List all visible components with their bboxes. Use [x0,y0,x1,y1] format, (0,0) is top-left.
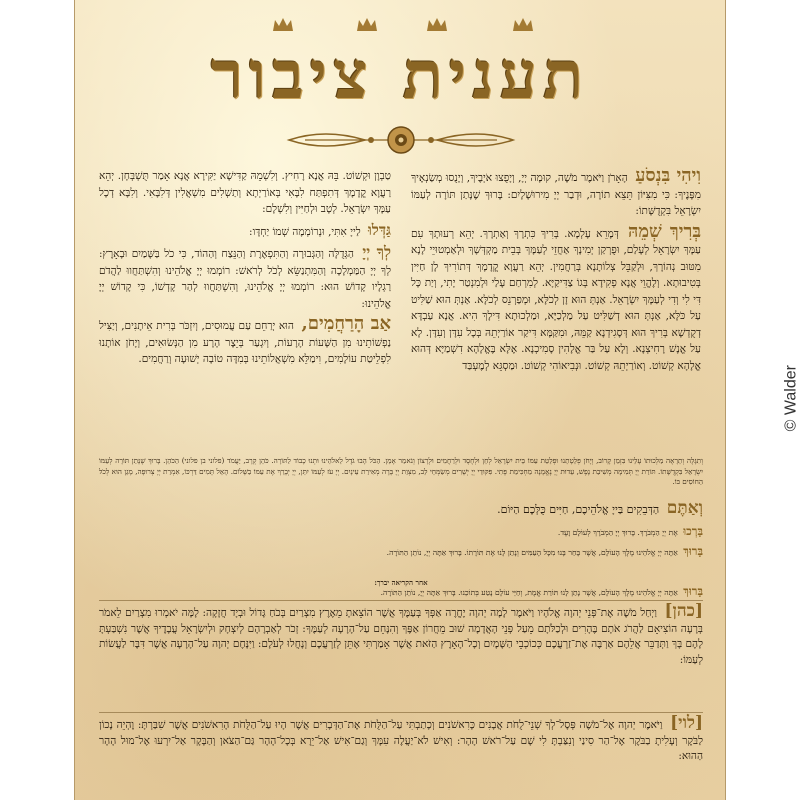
crown-icon [425,16,449,32]
divider [99,600,703,601]
blessing-line [99,586,703,598]
paragraph-brich-shmei [411,220,701,375]
title-area [75,18,725,115]
paragraph-text: הוּא יְרַחֵם עַם עֲמוּסִים, וְיִזְכֹּר בְּרִית אֵיתָנִים, וְיַצִּיל נַפְשׁוֹתֵינוּ מִן הַשָּׁעוֹת הָרָעוֹת, וְיִגְעַר בְּיֵצֶר הָרָע מִן הַנְּשׂוּאִים, וְיָחֹן אוֹתָנוּ לִפְלֵיטַת עוֹלָמִים, וִימַלֵּא מִשְׁאֲלוֹתֵינוּ בְּמִדָּה טוֹבָה יְשׁוּעָה וְרַחֲמִים. [99,320,391,365]
paragraph-lead: גַּדְּלוּ [367,220,391,239]
veatem-line [99,500,703,518]
kohen-reading [99,601,703,668]
right-column [411,165,701,378]
paragraph-lead: וִיהִי בִּנְסֹעַ [635,165,701,186]
paragraph-gadlu [99,222,391,241]
paragraph-text: הַגְּדֻלָּה וְהַגְּבוּרָה וְהַתִּפְאֶרֶת וְהַנֵּצַח וְהַהוֹד, כִּי כֹל בַּשָּׁמַיִם וּבָאָרֶץ: לְךָ יְיָ הַמַּמְלָכָה וְהַמִּתְנַשֵּׂא לְכֹל לְרֹאשׁ: רוֹמְמוּ יְיָ אֱלֹהֵינוּ וְהִשְׁתַּחֲווּ לַהֲדֹם רַגְלָיו קָדוֹשׁ הוּא: רוֹמְמוּ יְיָ אֱלֹהֵינוּ, וְהִשְׁתַּחֲווּ לְהַר קָדְשׁוֹ, כִּי קָדוֹשׁ יְיָ אֱלֹהֵינוּ: [99,248,391,310]
paragraph-lead: אַב הָרַחֲמִים, [301,313,391,334]
crown-icon [511,16,535,32]
copyright-credit: © Walder [782,365,799,432]
divider [99,712,703,713]
page-title: תענית ציבור [210,36,590,114]
left-column [99,168,391,372]
paragraph-continuation [99,168,391,218]
paragraph-text: טַבְוָן וּקְשׁוֹט. בֵּהּ אֲנָא רָחִיץ. וְלִשְׁמֵהּ קַדִּישָׁא יַקִּירָא אֲנָא אֵמַר תֻּשְׁבְּחָן. יְהֵא רַעֲוָא קֳדָמָךְ דְּתִפְתַּח לִבָּאִי בְּאוֹרַיְתָא וְתַשְׁלִים מִשְׁאֲלִין דְּלִבָּאִי. וְלִבָּא דְכָל עַמָּךְ יִשְׂרָאֵל. לְטָב וּלְחַיִּין וְלִשְׁלָם: [99,170,391,215]
blessing-lead: בָּרְכוּ [683,524,703,538]
reading-lead: [כהן] [664,601,703,621]
paragraph-text: הַדְּבֵקִים בַּייָ אֱלֹהֵיכֶם, חַיִּים כֻּלְּכֶם הַיּוֹם. [497,503,660,516]
blessing-text: אַתָּה יְיָ אֱלֹהֵינוּ מֶלֶךְ הָעוֹלָם, אֲשֶׁר בָּחַר בָּנוּ מִכָּל הָעַמִּים וְנָתַן לָנוּ אֶת תּוֹרָתוֹ. בָּרוּךְ אַתָּה יְיָ, נוֹתֵן הַתּוֹרָה. [386,548,678,557]
paragraph-lecha [99,244,391,312]
reading-text: וַיֹּאמֶר יְהוָה אֶל־מֹשֶׁה פְּסָל־לְךָ שְׁנֵי־לֻחֹת אֲבָנִים כָּרִאשֹׁנִים וְכָתַבְתִּי עַל־הַלֻּחֹת אֶת־הַדְּבָרִים אֲשֶׁר הָיוּ עַל־הַלֻּחֹת הָרִאשֹׁנִים אֲשֶׁר שִׁבַּרְתָּ: וֶהְיֵה נָכוֹן לַבֹּקֶר וְעָלִיתָ בַבֹּקֶר אֶל־הַר סִינַי וְנִצַּבְתָּ לִי שָׁם עַל־רֹאשׁ הָהָר: וְאִישׁ לֹא־יַעֲלֶה עִמָּךְ וְגַם־אִישׁ אַל־יֵרָא בְּכָל־הָהָר גַּם־הַצֹּאן וְהַבָּקָר אַל־יִרְעוּ אֶל־מוּל הָהָר הַהוּא: [99,719,703,762]
small-print-note: וְתִגָּלֶה וְתֵרָאֶה מַלְכוּתוֹ עָלֵינוּ בִּזְמַן קָרוֹב, וְיָחֹן פְּלֵטָתֵנוּ וּפְלֵטַת עַמּוֹ בֵּית יִשְׂרָאֵל לְחֵן וּלְחֶסֶד וּלְרַחֲמִים וּלְרָצוֹן וְנֹאמַר אָמֵן. הַכֹּל הָבוּ גֹדֶל לֵאלֹהֵינוּ וּתְנוּ כָבוֹד לַתּוֹרָה. כֹּהֵן קְרָב, יַעֲמֹד (פלוני בן פלוני) הַכֹּהֵן. בָּרוּךְ שֶׁנָּתַן תּוֹרָה לְעַמּוֹ יִשְׂרָאֵל בִּקְדֻשָּׁתוֹ. תּוֹרַת יְיָ תְּמִימָה מְשִׁיבַת נָפֶשׁ, עֵדוּת יְיָ נֶאֱמָנָה מַחְכִּימַת פֶּתִי. פִּקּוּדֵי יְיָ יְשָׁרִים מְשַׂמְּחֵי לֵב, מִצְוַת יְיָ בָּרָה מְאִירַת עֵינָיִם. יְיָ עֹז לְעַמּוֹ יִתֵּן, יְיָ יְבָרֵךְ אֶת עַמּוֹ בַשָּׁלוֹם. הָאֵל תָּמִים דַּרְכּוֹ, אִמְרַת יְיָ צְרוּפָה, מָגֵן הוּא לְכֹל הַחוֹסִים בּוֹ. [99,456,703,486]
parchment-sheet [74,0,726,800]
reading-text: וַיְחַל מֹשֶׁה אֶת־פְּנֵי יְהוָה אֱלֹהָיו וַיֹּאמֶר לָמָה יְהוָה יֶחֱרֶה אַפְּךָ בְּעַמֶּךָ אֲשֶׁר הוֹצֵאתָ מֵאֶרֶץ מִצְרַיִם בְּכֹחַ גָּדוֹל וּבְיָד חֲזָקָה: לָמָּה יֹאמְרוּ מִצְרַיִם לֵאמֹר בְּרָעָה הוֹצִיאָם לַהֲרֹג אֹתָם בֶּהָרִים וּלְכַלֹּתָם מֵעַל פְּנֵי הָאֲדָמָה שׁוּב מֵחֲרוֹן אַפֶּךָ וְהִנָּחֵם עַל־הָרָעָה לְעַמֶּךָ: זְכֹר לְאַבְרָהָם לְיִצְחָק וּלְיִשְׂרָאֵל עֲבָדֶיךָ אֲשֶׁר נִשְׁבַּעְתָּ לָהֶם בָּךְ וַתְּדַבֵּר אֲלֵהֶם אַרְבֶּה אֶת־זַרְעֲכֶם כְּכוֹכְבֵי הַשָּׁמָיִם וְכָל־הָאָרֶץ הַזֹּאת אֲשֶׁר אָמַרְתִּי אֶתֵּן לְזַרְעֲכֶם וְנָחֲלוּ לְעֹלָם: וַיִּנָּחֶם יְהוָה עַל־הָרָעָה אֲשֶׁר דִּבֶּר לַעֲשׂוֹת לְעַמּוֹ: [99,607,703,666]
blessing-line [99,546,703,558]
flourish-ornament [285,124,517,156]
blessing-line [99,526,703,538]
crown-icon [355,16,379,32]
blessing-lead: בָּרוּךְ [683,584,703,598]
paragraph-text: לַייָ אִתִּי, וּנְרוֹמְמָה שְׁמוֹ יַחְדָּו: [249,225,361,238]
paragraph-vayehi [411,165,701,220]
blessing-lead: בָּרוּךְ [683,544,703,558]
crown-ornaments [75,16,725,42]
reader-instruction: אחר הקריאה יברך: [374,578,428,587]
paragraph-text: דְּמָרֵא עָלְמָא. בְּרִיךְ כִּתְרָךְ וְאַתְרָךְ. יְהֵא רְעוּתָךְ עִם עַמָּךְ יִשְׂרָאֵל לְעָלַם, וּפֻרְקַן יְמִינָךְ אַחֲזֵי לְעַמָּךְ בְּבֵית מַקְדְּשָׁךְ וּלְאַמְטוּיֵי לָנָא מִטּוּב נְהוֹרָךְ, וּלְקַבֵּל צְלוֹתָנָא בְּרַחֲמִין. יְהֵא רַעֲוָא קֳדָמָךְ דְּתוֹרִיךְ לָן חַיִּין בְּטִיבוּתָא. וְלֶהֱוֵי אֲנָא פְקִידָא בְּגוֹ צַדִּיקַיָּא. לְמִרְחַם עָלַי וּלְמִנְטַר יָתִי, וְיַת כָּל דִּי לִי וְדִי לְעַמָּךְ יִשְׂרָאֵל. אַנְתְּ הוּא זָן לְכֹלָּא, וּמְפַרְנֵס לְכֹלָּא. אַנְתְּ הוּא שַׁלִּיט עַל כֹּלָּא, אַנְתְּ הוּא דְשַׁלִּיט עַל מַלְכַיָּא, וּמַלְכוּתָא דִּילָךְ הִיא. אֲנָא עַבְדָּא דְקֻדְשָׁא בְּרִיךְ הוּא דְּסָגִידְנָא קַמֵּהּ, וּמִקַּמָּא דִּיקַר אוֹרַיְתֵהּ בְּכָל עִדָּן וְעִדָּן. לָא עַל אֱנָשׁ רָחִיצְנָא. וְלָא עַל בַּר אֱלָהִין סָמִיכְנָא. אֶלָּא בֶּאֱלָהָא דִשְׁמַיָּא דְּהוּא אֱלָהָא קְשׁוֹט. וְאוֹרַיְתֵהּ קְשׁוֹט. וּנְבִיאוֹהִי קְשׁוֹט. וּמַסְגֵּא לְמֶעְבַּד [411,227,701,372]
paragraph-av-harachamim [99,313,391,368]
paragraph-text: הָאָרֹן וַיֹּאמֶר מֹשֶׁה, קוּמָה יְיָ, וְיָפֻצוּ אֹיְבֶיךָ, וְיָנֻסוּ מְשַׂנְאֶיךָ מִפָּנֶיךָ: כִּי מִצִּיּוֹן תֵּצֵא תוֹרָה, וּדְבַר יְיָ מִירוּשָׁלָיִם: בָּרוּךְ שֶׁנָּתַן תּוֹרָה לְעַמּוֹ יִשְׂרָאֵל בִּקְדֻשָּׁתוֹ: [411,172,701,217]
paragraph-lead: לְךָ יְיָ [362,243,391,261]
crown-icon [271,16,295,32]
blessing-text: אֶת יְיָ הַמְבֹרָךְ. בָּרוּךְ יְיָ הַמְבֹרָךְ לְעוֹלָם וָעֶד. [557,528,678,537]
reading-lead: [לוי] [670,713,703,733]
paragraph-lead: בְּרִיךְ שְׁמֵהּ [628,220,701,242]
levi-reading [99,713,703,765]
blessing-text: אַתָּה יְיָ אֱלֹהֵינוּ מֶלֶךְ הָעוֹלָם, אֲשֶׁר נָתַן לָנוּ תּוֹרַת אֱמֶת, וְחַיֵּי עוֹלָם נָטַע בְּתוֹכֵנוּ. בָּרוּךְ אַתָּה יְיָ, נוֹתֵן הַתּוֹרָה. [380,588,678,597]
paragraph-lead: וְאַתֶּם [666,498,703,518]
